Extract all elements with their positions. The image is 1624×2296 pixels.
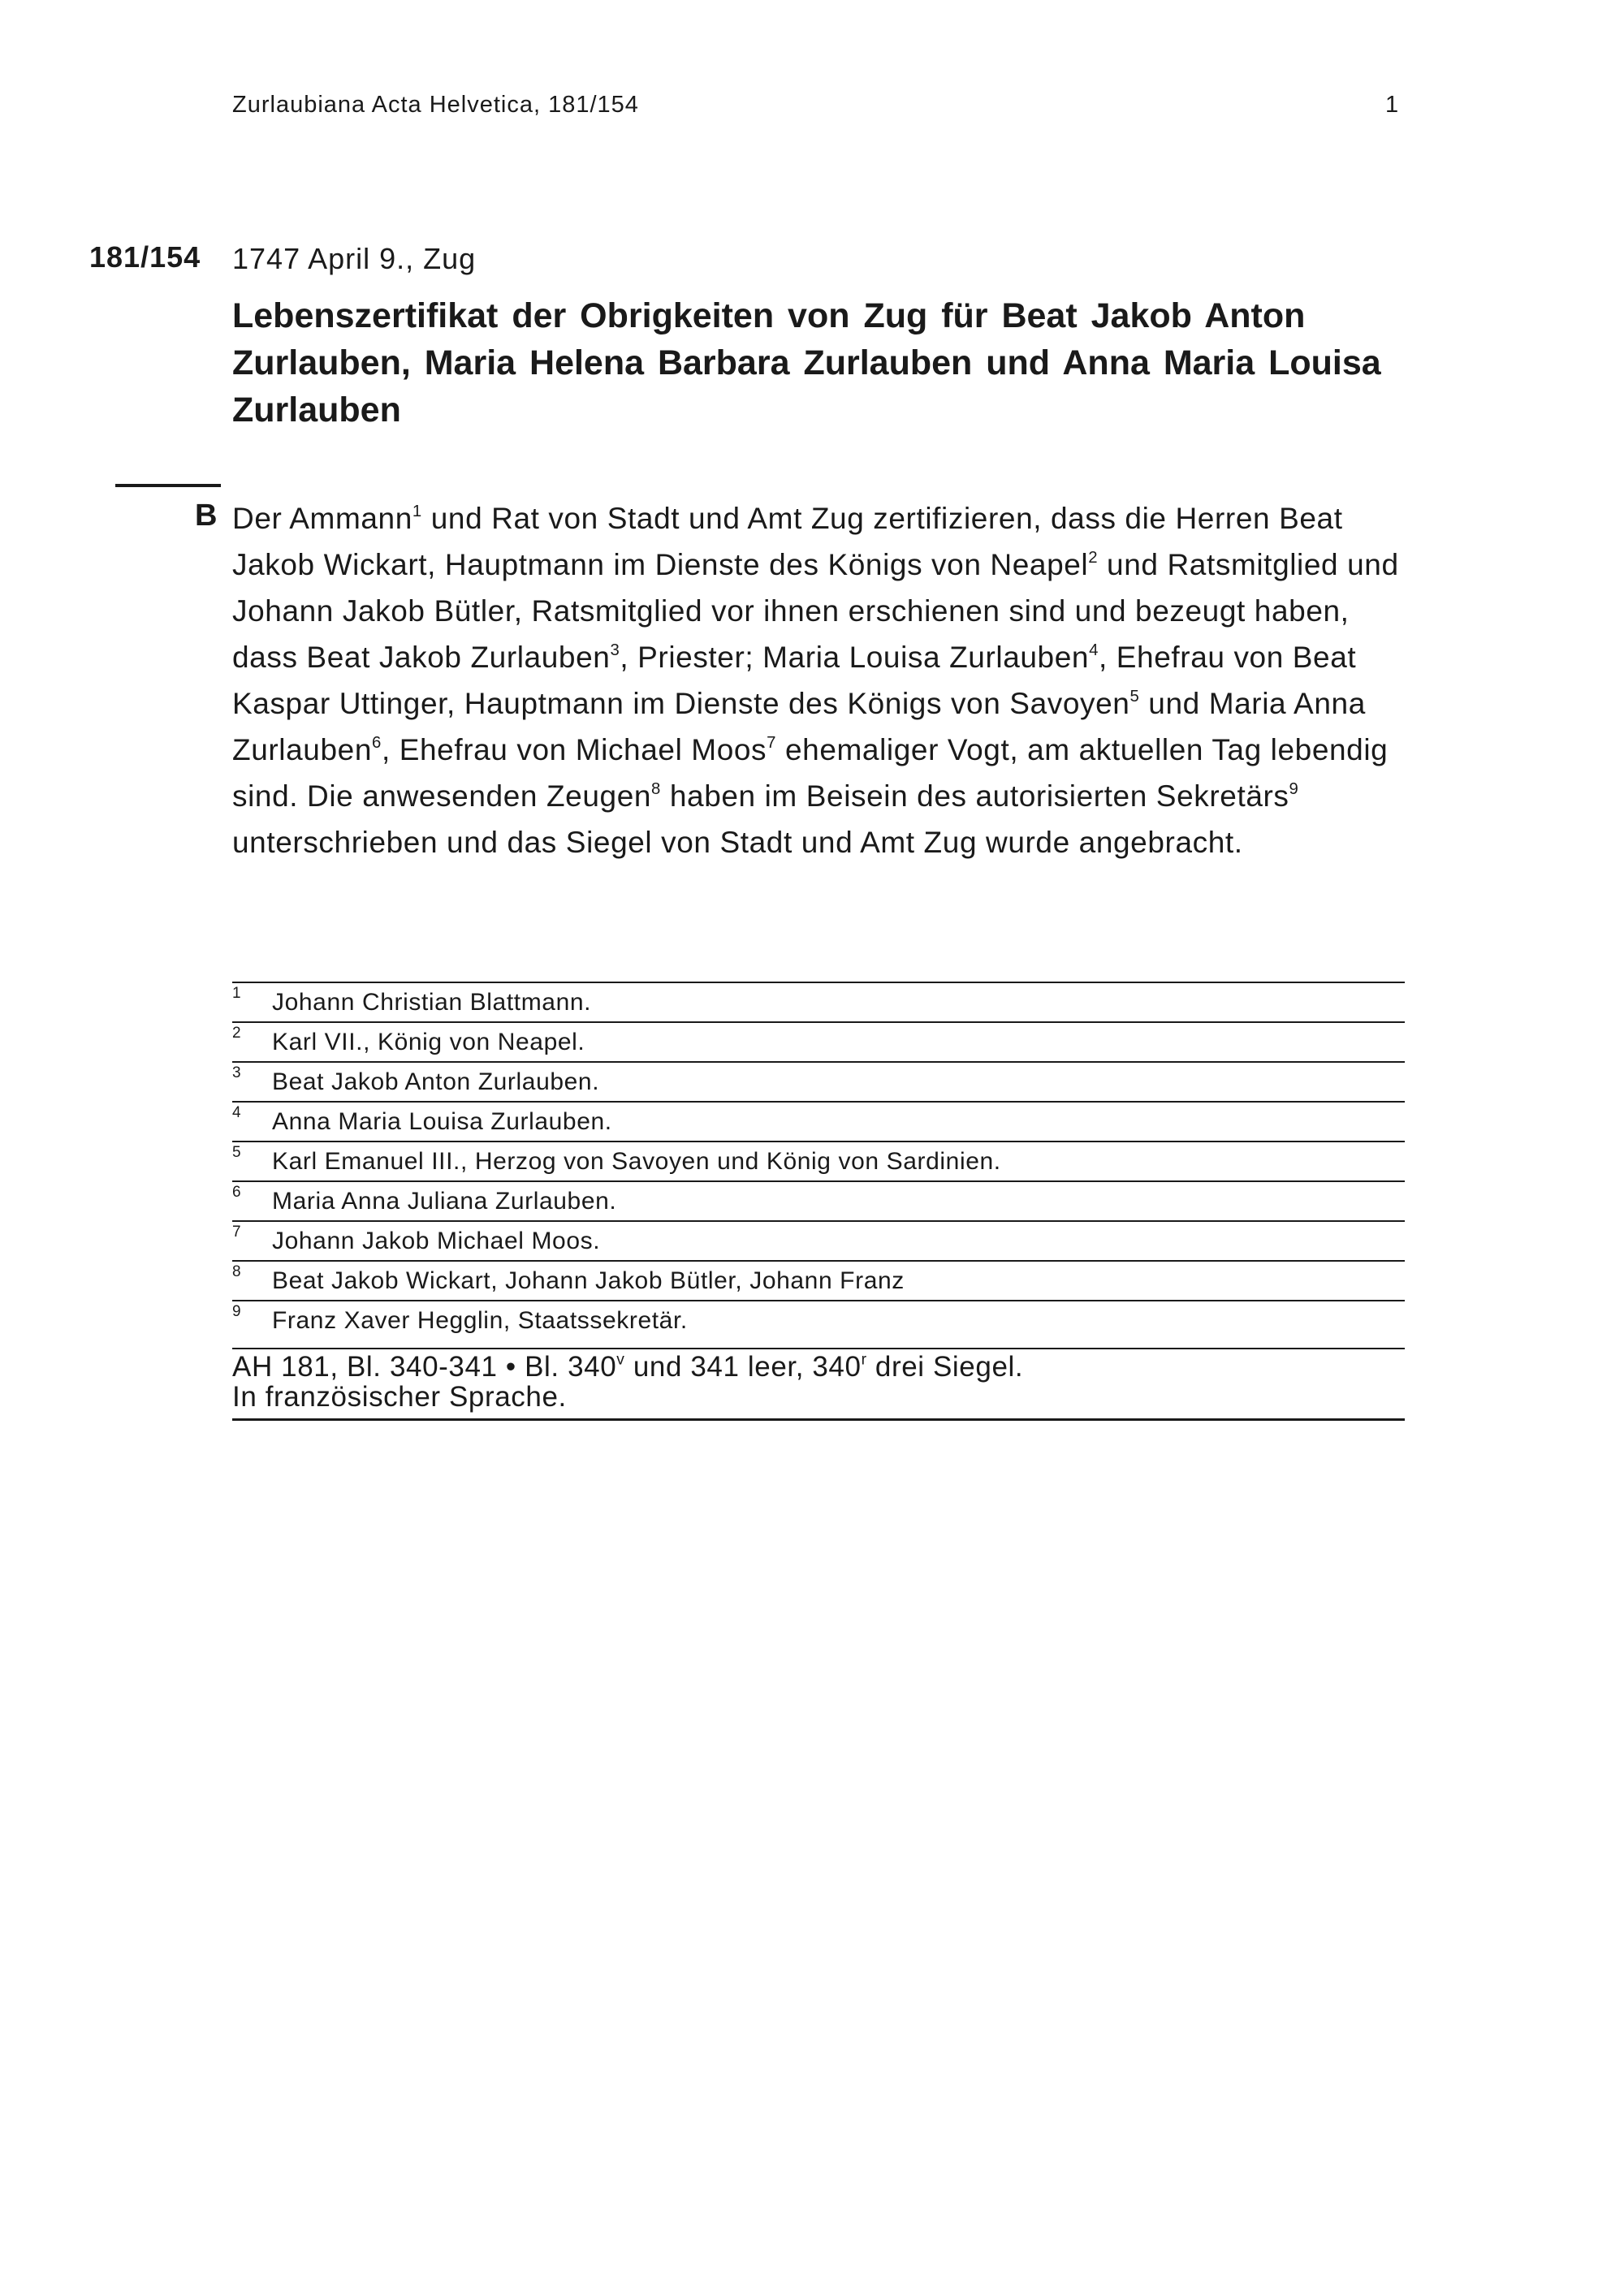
footnote-text: Beat Jakob Wickart, Johann Jakob Bütler, Johann Franz [272, 1267, 905, 1294]
body-text-segment: haben im Beisein des autorisierten Sekretärs [660, 779, 1289, 813]
footnote-text: Karl Emanuel III., Herzog von Savoyen und König von Sardinien. [272, 1148, 1001, 1175]
footnote [232, 1063, 1405, 1103]
verso-mark: v [616, 1351, 625, 1369]
footnote-ref-5[interactable]: 5 [1129, 687, 1140, 706]
footnote-number: 6 [232, 1184, 242, 1201]
footnote [232, 1142, 1405, 1182]
body-text-segment: Der Ammann [232, 502, 412, 535]
entry-title: Lebenszertifikat der Obrigkeiten von Zug für Beat Jakob Anton Zurlauben, Maria Helena Barbara Zurlauben und Anna Maria Louisa Zurlauben [232, 296, 1381, 429]
footnote [232, 1222, 1405, 1262]
footnote-number: 3 [232, 1064, 242, 1081]
source-text: und 341 leer, 340 [624, 1351, 862, 1383]
footnote-ref-1[interactable]: 1 [412, 502, 422, 520]
footnote-ref-2[interactable]: 2 [1088, 548, 1099, 567]
footnote-text: Johann Christian Blattmann. [272, 989, 592, 1016]
body-text-segment: und Rat von Stadt und Amt Zug zertifizieren, dass die Herren Beat Jakob Wickart, Hauptmann im Dienste des Königs von Neapel [232, 502, 1343, 581]
page-number: 1 [1385, 92, 1399, 118]
footnote-number: 8 [232, 1263, 242, 1280]
body-text-segment: , Priester; Maria Louisa Zurlauben [620, 641, 1090, 674]
source-language: In französischer Sprache. [232, 1381, 567, 1413]
body-text-segment: und Maria Anna Zurlauben [232, 687, 1366, 766]
footnote-ref-9[interactable]: 9 [1289, 779, 1299, 798]
regest-body [232, 495, 1402, 865]
footnote [232, 1262, 1405, 1301]
body-text-segment: unterschrieben und das Siegel von Stadt und Amt Zug wurde angebracht. [232, 826, 1243, 859]
footnote-number: 7 [232, 1224, 242, 1241]
footnote-number: 2 [232, 1025, 242, 1042]
footnote [232, 1103, 1405, 1142]
recto-mark: r [861, 1351, 867, 1369]
footnote [232, 1301, 1405, 1349]
footnote-number: 9 [232, 1303, 242, 1320]
footnote-ref-3[interactable]: 3 [610, 641, 620, 659]
footnote-ref-6[interactable]: 6 [372, 733, 382, 752]
source-text: drei Siegel. [866, 1351, 1024, 1383]
running-title: Zurlaubiana Acta Helvetica, 181/154 [232, 92, 639, 118]
footnote-ref-8[interactable]: 8 [651, 779, 661, 798]
footnote-text: Maria Anna Juliana Zurlauben. [272, 1188, 617, 1215]
footnote [232, 1182, 1405, 1222]
section-marker: B [195, 498, 218, 533]
footnote-text: Anna Maria Louisa Zurlauben. [272, 1108, 612, 1135]
entry-date-place: 1747 April 9., Zug [232, 242, 477, 275]
source-text: AH 181, Bl. 340-341 • Bl. 340 [232, 1351, 617, 1383]
footnote-ref-4[interactable]: 4 [1089, 641, 1099, 659]
footnote-number: 4 [232, 1104, 242, 1121]
entry-id: 181/154 [89, 240, 201, 274]
footnote-number: 1 [232, 985, 242, 1002]
footnote-text: Johann Jakob Michael Moos. [272, 1228, 601, 1254]
body-text-segment: und Ratsmitglied und Johann Jakob Bütler, Ratsmitglied vor ihnen erschienen sind und bezeugt haben, dass Beat Jakob Zurlauben [232, 548, 1399, 674]
margin-rule [115, 484, 221, 487]
footnotes-list [232, 982, 1405, 1349]
footnote-text: Franz Xaver Hegglin, Staatssekretär. [272, 1307, 688, 1334]
source-reference [232, 1352, 1405, 1382]
footnote [232, 983, 1405, 1023]
footnote-ref-7[interactable]: 7 [767, 733, 777, 752]
body-text-segment: , Ehefrau von Beat Kaspar Uttinger, Hauptmann im Dienste des Königs von Savoyen [232, 641, 1357, 720]
footnote [232, 1023, 1405, 1063]
body-text-segment: ehemaliger Vogt, am aktuellen Tag lebendig sind. Die anwesenden Zeugen [232, 733, 1389, 813]
footnote-number: 5 [232, 1144, 242, 1161]
source-note [232, 1352, 1405, 1421]
footnote-text: Karl VII., König von Neapel. [272, 1029, 585, 1055]
body-text-segment: , Ehefrau von Michael Moos [381, 733, 767, 766]
footnote-text: Beat Jakob Anton Zurlauben. [272, 1068, 600, 1095]
